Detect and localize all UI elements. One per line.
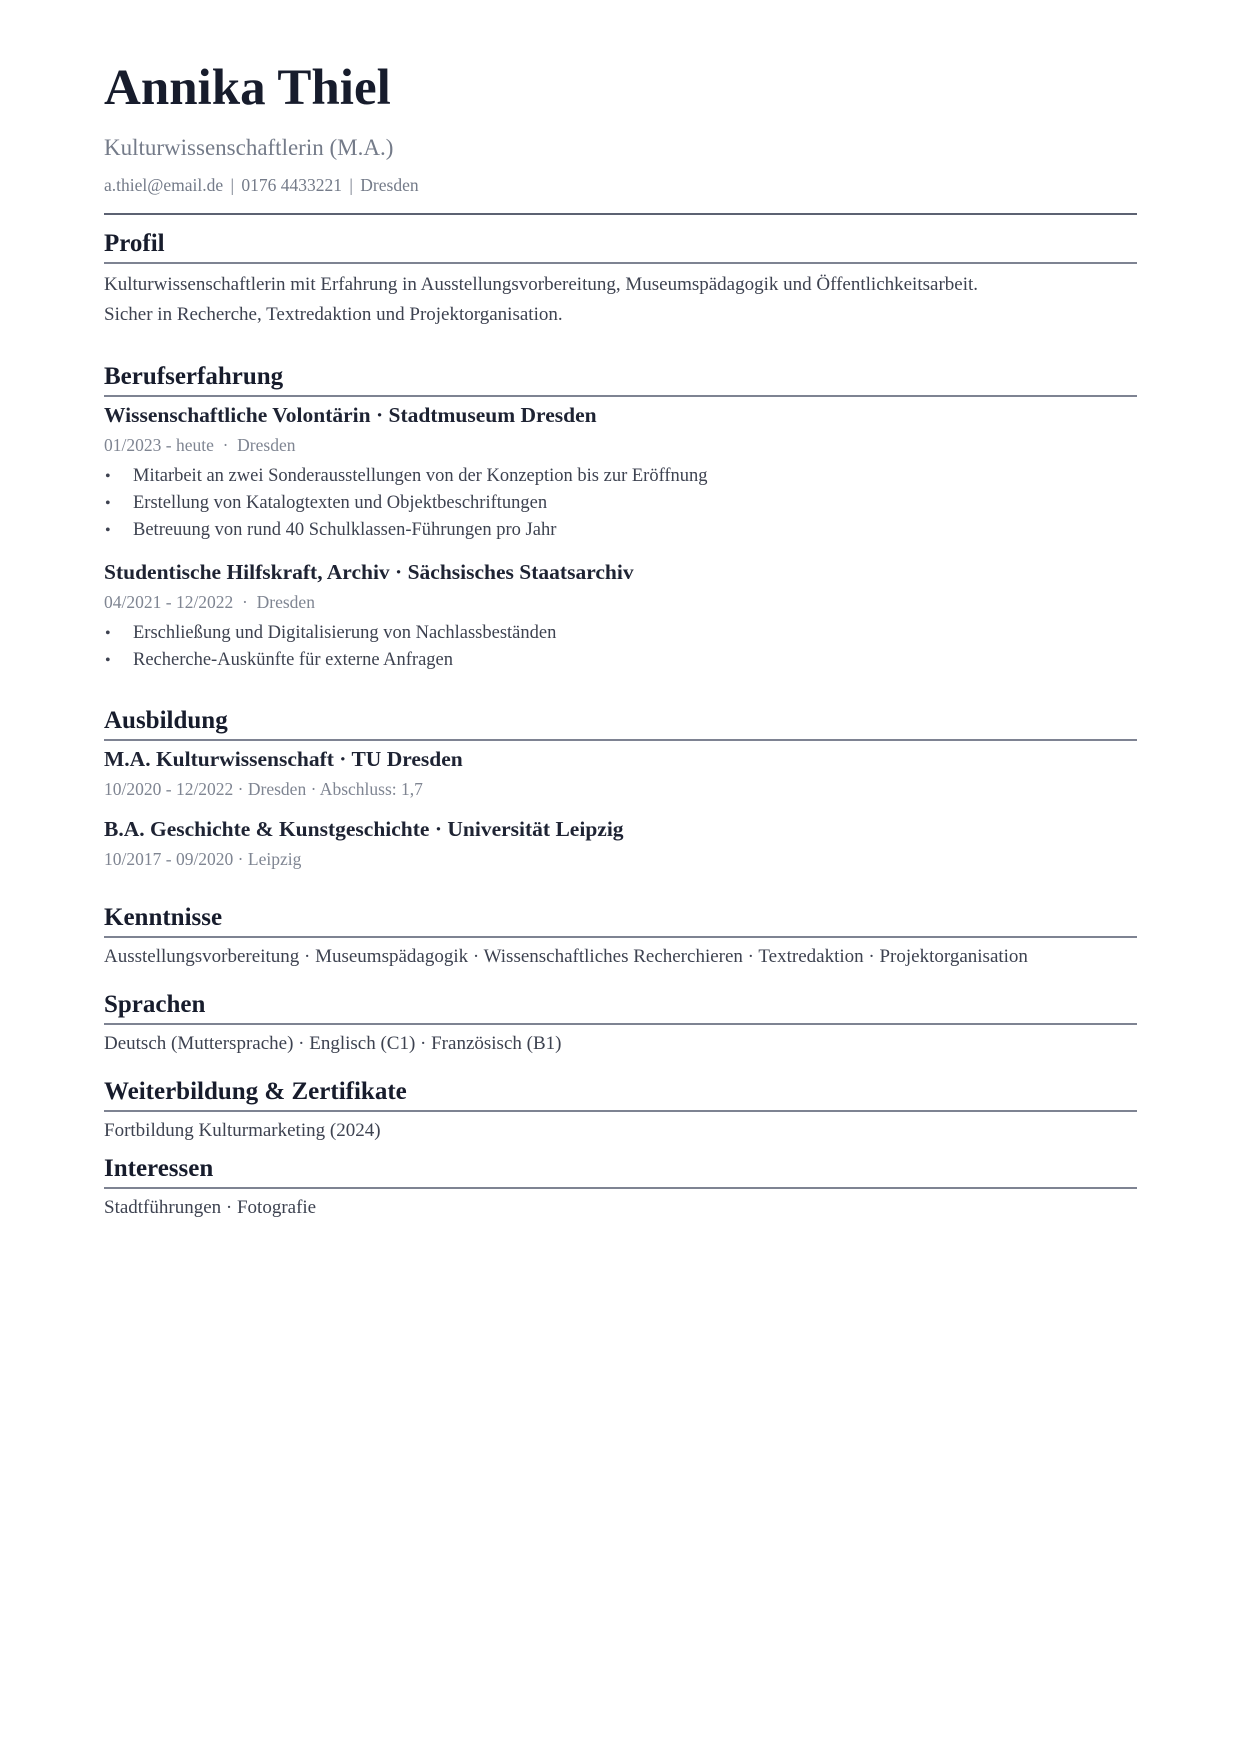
section-languages xyxy=(104,990,1137,1059)
education-meta: 10/2017 - 09/2020 · Leipzig xyxy=(104,849,302,869)
section-heading-skills: Kenntnisse xyxy=(104,903,1137,938)
contact-city: Dresden xyxy=(360,175,419,195)
section-heading-education: Ausbildung xyxy=(104,706,1137,741)
section-experience xyxy=(104,362,1137,674)
section-heading-profile: Profil xyxy=(104,229,1137,264)
candidate-title: Kulturwissenschaftlerin (M.A.) xyxy=(104,135,394,160)
education-title: M.A. Kulturwissenschaft · TU Dresden xyxy=(104,747,463,771)
contact-separator: | xyxy=(230,175,235,195)
section-interests xyxy=(104,1154,1137,1223)
languages-text: Deutsch (Muttersprache) · Englisch (C1) · Französisch (B1) xyxy=(104,1033,562,1054)
job-title: Studentische Hilfskraft, Archiv · Sächsisches Staatsarchiv xyxy=(104,560,634,584)
job-bullet: • Erschließung und Digitalisierung von Nachlassbeständen xyxy=(104,620,1137,647)
job-bullet: • Mitarbeit an zwei Sonderausstellungen von der Konzeption bis zur Eröffnung xyxy=(104,463,1137,490)
bullet-icon: • xyxy=(105,522,111,539)
section-education xyxy=(104,706,1137,871)
education-meta: 10/2020 - 12/2022 · Dresden · Abschluss: 1,7 xyxy=(104,779,423,799)
training-text: Fortbildung Kulturmarketing (2024) xyxy=(104,1120,381,1141)
section-heading-languages: Sprachen xyxy=(104,990,1137,1025)
job-entry xyxy=(104,558,1137,674)
resume-page xyxy=(104,56,1137,1223)
job-meta: 01/2023 - heute · Dresden xyxy=(104,435,296,455)
bullet-icon: • xyxy=(105,495,111,512)
contact-email[interactable]: a.thiel@email.de xyxy=(104,175,224,195)
job-bullet: • Betreuung von rund 40 Schulklassen-Führungen pro Jahr xyxy=(104,517,1137,544)
job-entry xyxy=(104,401,1137,544)
job-bullet: • Erstellung von Katalogtexten und Objektbeschriftungen xyxy=(104,490,1137,517)
section-skills xyxy=(104,903,1137,972)
bullet-icon: • xyxy=(105,625,111,642)
section-heading-experience: Berufserfahrung xyxy=(104,362,1137,397)
interests-text: Stadtführungen · Fotografie xyxy=(104,1197,317,1218)
contact-separator: | xyxy=(349,175,353,195)
skills-text: Ausstellungsvorbereitung · Museumspädagogik · Wissenschaftliches Recherchieren · Textredaktion · Projektorganisation xyxy=(104,946,1028,967)
section-heading-interests: Interessen xyxy=(104,1154,1137,1189)
job-bullets xyxy=(104,620,1137,674)
section-profile xyxy=(104,229,1137,330)
contact-phone[interactable]: 0176 4433221 xyxy=(241,175,343,195)
job-title: Wissenschaftliche Volontärin · Stadtmuseum Dresden xyxy=(104,403,597,427)
bullet-icon: • xyxy=(105,652,111,669)
job-bullet: • Recherche-Auskünfte für externe Anfragen xyxy=(104,647,1137,674)
header-divider xyxy=(104,213,1137,215)
education-entry xyxy=(104,815,1137,871)
section-training xyxy=(104,1077,1137,1146)
bullet-icon: • xyxy=(105,468,111,485)
job-bullets xyxy=(104,463,1137,544)
profile-line: Sicher in Recherche, Textredaktion und Projektorganisation. xyxy=(104,304,563,325)
education-entry xyxy=(104,745,1137,801)
candidate-name: Annika Thiel xyxy=(104,60,391,116)
job-meta: 04/2021 - 12/2022 · Dresden xyxy=(104,592,315,612)
profile-text xyxy=(104,270,1137,330)
section-heading-training: Weiterbildung & Zertifikate xyxy=(104,1077,1137,1112)
profile-line: Kulturwissenschaftlerin mit Erfahrung in Ausstellungsvorbereitung, Museumspädagogik und Öffentlichkeitsarbeit. xyxy=(104,274,979,295)
contact-line xyxy=(104,174,1137,196)
education-title: B.A. Geschichte & Kunstgeschichte · Universität Leipzig xyxy=(104,817,624,841)
